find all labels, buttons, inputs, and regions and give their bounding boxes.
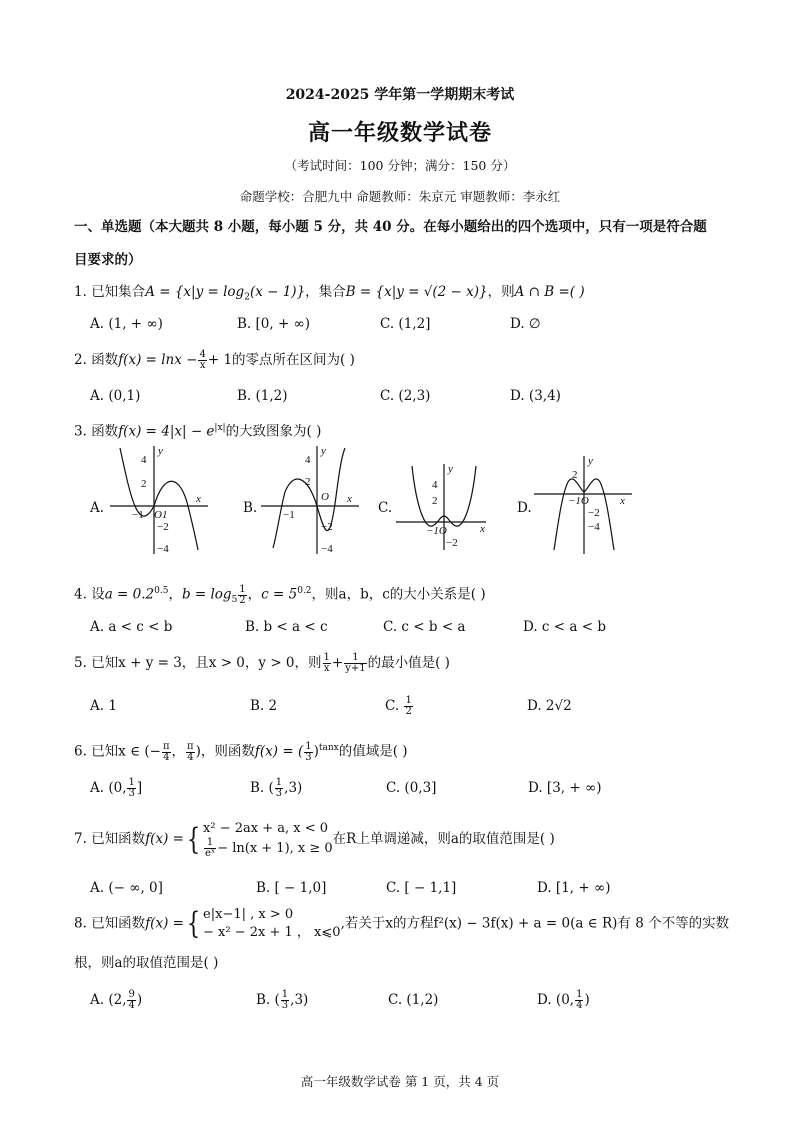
option-a[interactable]: A. (1, + ∞) xyxy=(90,316,163,332)
option-b[interactable]: B. ( $\frac{1}{3}$ ,3) xyxy=(250,777,303,799)
option-c[interactable]: C. (2,3) xyxy=(380,388,431,404)
x-axis-label: x xyxy=(480,523,485,535)
expr-b: b = log xyxy=(181,586,232,603)
question-number: 5. xyxy=(74,655,87,671)
question-number: 3. xyxy=(74,423,87,440)
log-base: 5 xyxy=(231,595,238,606)
question-number: 1. xyxy=(74,284,87,300)
tick-label: −4 xyxy=(157,543,169,555)
option-a[interactable]: A. (2, $\frac{9}{4}$ ) xyxy=(90,989,143,1011)
option-c[interactable]: C. (0,3] xyxy=(386,780,437,796)
question-text: ，则 xyxy=(487,284,515,300)
plus-sign: + xyxy=(331,655,344,671)
x-axis-label: x xyxy=(196,493,201,505)
tick-label: −4 xyxy=(321,543,333,555)
origin-label: −1O xyxy=(426,525,447,537)
question-text: 已知x ∈ (− xyxy=(91,743,161,760)
question-tail: 的零点所在区间为( ) xyxy=(232,352,355,368)
function-expr: f(x) = xyxy=(145,831,184,847)
exponent: 0.5 xyxy=(154,586,169,596)
function-expr: f(x) = ( xyxy=(254,743,304,760)
function-expr: f(x) = xyxy=(145,915,184,932)
question-4 xyxy=(74,580,734,611)
exponent: 0.2 xyxy=(297,586,312,596)
x-axis-label: x xyxy=(620,495,625,507)
option-a[interactable]: A. (0,1) xyxy=(90,388,141,404)
question-3 xyxy=(74,417,734,443)
option-c[interactable]: C. [ − 1,1] xyxy=(386,880,457,896)
question-tail: ，则a，b，c的大小关系是( ) xyxy=(311,586,486,603)
tick-label: 4 xyxy=(141,454,147,466)
y-axis-label: y xyxy=(158,445,163,457)
section-title-line1: 一、单选题（本大题共 8 小题，每小题 5 分，共 40 分。在每小题给出的四个选项中，只有一项是符合题 xyxy=(74,219,707,235)
fraction: $\frac{1}{2}$ xyxy=(239,583,246,606)
tick-label: 2 xyxy=(432,495,438,507)
option-d[interactable]: D. c < a < b xyxy=(523,619,606,635)
tick-label: 2 xyxy=(141,478,147,490)
separator: ， xyxy=(247,586,262,603)
question-8-line2: 根，则a的取值范围是( ) xyxy=(74,955,219,971)
option-b[interactable]: B. (1,2) xyxy=(237,388,288,404)
case-2: $\frac{1}{\text{eˣ}}$ − ln(x + 1), x ≥ 0 xyxy=(205,837,333,859)
set-a-tail: (x − 1)} xyxy=(249,284,306,300)
question-text: 设 xyxy=(91,586,105,603)
fraction: $\frac{\pi}{4}$ xyxy=(162,740,170,763)
option-a[interactable]: A. a < c < b xyxy=(90,619,173,635)
graph-option-a[interactable] xyxy=(108,444,212,556)
authors-line: 命题学校：合肥九中 命题教师：朱京元 审题教师：李永红 xyxy=(239,189,561,204)
question-tail: A ∩ B =( ) xyxy=(514,284,585,300)
question-text: 已知集合 xyxy=(91,284,146,300)
option-b[interactable]: B. [ − 1,0] xyxy=(256,880,327,896)
option-d[interactable]: D. [3, + ∞) xyxy=(528,780,602,796)
question-tail: ,若关于x的方程f²(x) − 3f(x) + a = 0(a ∈ R)有 8 个不等的实数 xyxy=(340,915,730,932)
option-d[interactable]: D. ∅ xyxy=(510,316,541,332)
option-c[interactable]: C. (1,2) xyxy=(388,992,439,1008)
option-b[interactable]: B. [0, + ∞) xyxy=(237,316,311,332)
graph-option-d-label[interactable]: D. xyxy=(517,500,532,516)
exam-title: 2024-2025 学年第一学期期末考试 xyxy=(285,87,515,103)
x-axis-label: x xyxy=(347,493,352,505)
fraction: $\frac{\pi}{4}$ xyxy=(187,740,194,763)
question-text: ，集合 xyxy=(305,284,346,300)
question-number: 6. xyxy=(74,743,87,760)
question-5 xyxy=(74,652,734,674)
piecewise xyxy=(203,820,333,859)
question-text: 函数 xyxy=(91,352,119,368)
function-expr: f(x) = 4|x| − e xyxy=(118,423,215,440)
case-2: − x² − 2x + 1 ， x⩽0 xyxy=(203,925,341,940)
question-text: 函数 xyxy=(91,423,119,440)
option-d[interactable]: D. [1, + ∞) xyxy=(537,880,611,896)
tick-label: −2 xyxy=(157,521,169,533)
question-1 xyxy=(74,281,734,309)
question-number: 7. xyxy=(74,831,87,847)
origin-label: −1O xyxy=(568,495,589,507)
function-expr: f(x) = lnx − xyxy=(118,352,198,368)
option-d[interactable]: D. (3,4) xyxy=(510,388,561,404)
set-b: B = {x|y = √(2 − x)} xyxy=(345,284,488,300)
fraction: $\frac{1}{3}$ xyxy=(305,740,312,763)
question-tail: 的值域是( ) xyxy=(338,743,408,760)
tick-label: 4 xyxy=(305,454,311,466)
log-base: 2 xyxy=(244,292,250,303)
case-1: x² − 2ax + a, x < 0 xyxy=(203,821,329,836)
option-c[interactable]: C. $\frac{1}{2}$ xyxy=(385,695,412,717)
option-d[interactable]: D. 2√2 xyxy=(527,698,572,714)
graph-option-c-label[interactable]: C. xyxy=(378,500,393,516)
y-axis-label: y xyxy=(588,455,593,467)
graph-option-b-label[interactable]: B. xyxy=(243,500,258,516)
tick-label: 4 xyxy=(432,479,438,491)
option-c[interactable]: C. c < b < a xyxy=(383,619,466,635)
question-number: 2. xyxy=(74,352,87,368)
expr-c: c = 5 xyxy=(261,586,298,603)
option-b[interactable]: B. 2 xyxy=(250,698,278,714)
brace: { xyxy=(186,906,201,941)
exponent: tanx xyxy=(318,743,339,753)
tick-label: −1 xyxy=(283,509,295,521)
question-8 xyxy=(74,906,734,942)
question-tail: 的大致图象为( ) xyxy=(225,423,322,440)
graph-option-a-label[interactable]: A. xyxy=(90,500,105,516)
piecewise xyxy=(203,906,341,942)
paper-title: 高一年级数学试卷 xyxy=(307,120,492,146)
question-number: 8. xyxy=(74,915,87,932)
tick-label: 2 xyxy=(572,469,578,481)
option-a[interactable]: A. (− ∞, 0] xyxy=(90,880,163,896)
graph-option-d[interactable] xyxy=(532,444,636,556)
question-text: )，则函数 xyxy=(195,743,255,760)
question-text: 已知函数 xyxy=(91,915,146,932)
option-a[interactable]: A. (0, $\frac{1}{3}$ ] xyxy=(90,777,143,799)
tick-label: 2 xyxy=(305,476,311,488)
option-b[interactable]: B. b < a < c xyxy=(245,619,328,635)
fraction: $\frac{1}{x}$ xyxy=(323,652,330,674)
question-6 xyxy=(74,737,734,763)
page-footer: 高一年级数学试卷 第 1 页，共 4 页 xyxy=(300,1074,500,1089)
question-7 xyxy=(74,820,734,859)
question-2 xyxy=(74,349,734,371)
tick-label: −2 xyxy=(321,521,333,533)
question-tail: 的最小值是( ) xyxy=(367,655,450,671)
function-expr-tail: + 1 xyxy=(207,352,233,368)
case-1: e|x−1| , x > 0 xyxy=(203,907,294,922)
tick-label: −1 xyxy=(132,509,144,521)
fraction: $\frac{4}{x}$ xyxy=(199,349,206,371)
question-number: 4. xyxy=(74,586,87,603)
question-text: 已知函数 xyxy=(91,831,146,847)
paren: ) xyxy=(313,743,319,760)
expr-a: a = 0.2 xyxy=(104,586,155,603)
y-axis-label: y xyxy=(448,463,453,475)
separator: ， xyxy=(171,743,186,760)
tick-label: −2 xyxy=(588,507,600,519)
question-tail: 在R上单调递减，则a的取值范围是( ) xyxy=(332,831,555,847)
brace: { xyxy=(186,821,201,857)
graph-option-b[interactable] xyxy=(259,444,363,556)
y-axis-label: y xyxy=(321,445,326,457)
exponent: |x| xyxy=(214,423,226,433)
origin-label: O1 xyxy=(154,509,168,521)
option-c[interactable]: C. (1,2] xyxy=(380,316,431,332)
question-text: 已知x + y = 3，且x > 0，y > 0，则 xyxy=(91,655,322,671)
fraction: $\frac{1}{y+1}$ xyxy=(345,652,366,674)
option-d[interactable]: D. (0, $\frac{1}{4}$ ) xyxy=(537,989,590,1011)
tick-label: −4 xyxy=(588,521,600,533)
option-b[interactable]: B. ( $\frac{1}{3}$ ,3) xyxy=(256,989,309,1011)
graph-option-c[interactable] xyxy=(394,444,494,556)
option-a[interactable]: A. 1 xyxy=(90,698,117,714)
set-a: A = {x|y = log xyxy=(145,284,245,300)
section-title-line2: 目要求的） xyxy=(74,252,142,268)
exam-info: （考试时间：100 分钟；满分：150 分） xyxy=(284,158,516,173)
separator: ， xyxy=(168,586,182,603)
origin-label: O xyxy=(321,491,329,503)
tick-label: −2 xyxy=(446,537,458,549)
